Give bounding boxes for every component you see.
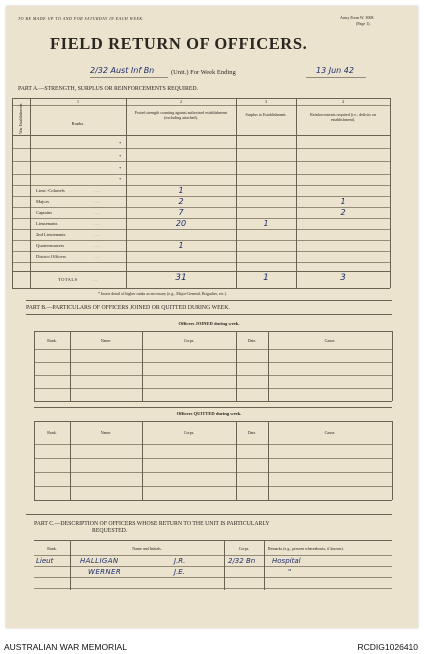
- rank-label: Lieut.-Colonels: [36, 188, 65, 193]
- footer-id: RCDIG1026410: [357, 642, 418, 652]
- joined-col-name: Name.: [100, 338, 112, 343]
- page-number: (Page 1).: [356, 21, 371, 26]
- joined-col-rank: Rank.: [47, 338, 57, 343]
- footnote: * Insert detail of higher ranks as necessary (e.g., Major-General, Brigadier, etc.).: [98, 291, 227, 296]
- part-c-remarks: Hospital: [272, 557, 301, 565]
- posted-value: 1: [178, 186, 184, 195]
- posted-value: 1: [178, 241, 184, 250]
- part-b-heading: PART B.—PARTICULARS OF OFFICERS JOINED OR QUITTED DURING WEEK.: [26, 305, 230, 311]
- rank-label: 2nd Lieutenants: [36, 232, 66, 237]
- archive-footer: [0, 636, 424, 654]
- posted-value: 20: [175, 219, 187, 228]
- asterisk-marker: *: [119, 166, 122, 171]
- ranks-header: Ranks.: [71, 121, 85, 126]
- reinforcements-value: 1: [340, 197, 346, 206]
- part-c-remarks: ": [288, 568, 292, 576]
- quitted-col-cause: Cause.: [324, 430, 336, 435]
- total-reinforcements: 3: [340, 273, 346, 283]
- part-c-col-name: Name and Initials.: [132, 546, 162, 551]
- rank-label: Majors: [36, 199, 50, 204]
- totals-label: TOTALS: [58, 277, 78, 282]
- joined-col-corps: Corps.: [183, 338, 195, 343]
- surplus-value: 1: [263, 219, 269, 228]
- part-c-col-corps: Corps.: [238, 546, 250, 551]
- part-c-heading-cont: REQUESTED.: [92, 528, 128, 534]
- reinforcements-value: 2: [340, 208, 346, 217]
- rank-label: District Officers: [36, 254, 66, 259]
- surplus-header: Surplus to Establishment.: [245, 112, 287, 117]
- part-c-corps: 2/32 Bn: [228, 557, 256, 565]
- week-ending-date: 13 Jun 42: [316, 66, 354, 75]
- quitted-col-corps: Corps.: [183, 430, 195, 435]
- form-title: FIELD RETURN OF OFFICERS.: [50, 34, 308, 53]
- part-c-initials: J.E.: [174, 568, 185, 576]
- asterisk-marker: *: [119, 154, 122, 159]
- joined-col-date: Date.: [247, 338, 257, 343]
- joined-title: Officers JOINED during week.: [178, 321, 240, 326]
- joined-col-cause: Cause.: [324, 338, 336, 343]
- col-number-3: 3: [265, 99, 267, 104]
- part-c-heading: PART C.—DESCRIPTION OF OFFICERS WHOSE RETURN TO THE UNIT IS PARTICULARLY: [34, 521, 270, 527]
- header-note: TO BE MADE UP TO AND FOR SATURDAY IN EACH WEEK.: [18, 16, 145, 21]
- part-c-name: HALLIGAN: [80, 557, 119, 565]
- total-posted: 31: [175, 273, 187, 283]
- form-number: Army Form W. 3008.: [340, 15, 375, 20]
- unit-label: (Unit.) For Week Ending: [171, 69, 236, 76]
- war-establishment-header: War Establishment.: [18, 102, 23, 134]
- part-c-name: WERNER: [88, 568, 122, 576]
- asterisk-marker: *: [119, 177, 122, 182]
- rank-label: Lieutenants: [36, 221, 58, 226]
- col-number-1: 1: [77, 99, 79, 104]
- col-number-2: 2: [180, 99, 182, 104]
- part-c-initials: J.R.: [174, 557, 186, 565]
- unit-handwritten: 2/32 Aust Inf Bn: [90, 66, 155, 75]
- rank-label: Quartermasters: [36, 243, 65, 248]
- posted-value: 2: [178, 197, 184, 206]
- asterisk-marker: *: [119, 141, 122, 146]
- part-c-col-rank: Rank.: [47, 546, 57, 551]
- part-a-heading: PART A.—STRENGTH, SURPLUS OR REINFORCEMENTS REQUIRED.: [18, 86, 199, 92]
- total-surplus: 1: [263, 273, 269, 283]
- posted-value: 7: [178, 208, 184, 217]
- quitted-col-date: Date.: [247, 430, 257, 435]
- reinforcements-header: Reinforcements required (i.e., deficits on establishment).: [310, 112, 376, 122]
- part-c-rank: Lieut: [36, 557, 54, 565]
- quitted-col-rank: Rank.: [47, 430, 57, 435]
- quitted-col-name: Name.: [100, 430, 112, 435]
- rank-label: Captains: [36, 210, 53, 215]
- form-sheet: TO BE MADE UP TO AND FOR SATURDAY IN EACH WEEK. Army Form W. 3008. (Page 1). FIELD RETURN OF OFFICERS. 2/32 Aust Inf Bn (Unit.) For Week Ending 13 Jun 42 PART A.—STRENGTH, SURPLUS OR REINFORCEMENTS REQUIRED. 1 2 3 4 War Establishment. Ranks. Posted strength counting against authorised establishment (excluding attached). Surplus to Establishment. Reinforcements required (i.e., deficits on establishment). * * * * Lieut.-Colonels ... 1 Majors ... 2 1 Captains ... 7 2 Lieutenants ... 20 1 2nd Lieutenants ... Quartermasters ... 1 District Officers ... TOTALS ... 31 1 3 * Insert detail of higher ranks as necessary (e.g., Major-General, Brigadier, etc.). PART B.—PARTICULARS OF OFFICERS JOINED OR QUITTED DURING WEEK. Officers JOINED during week. Rank. Name. Corps. Date. Cause. Officers QUITTED during week. Rank. Name. Corps. Date. Cause. PART C.—DESCRIPTION OF OFFICERS WHOSE RETURN TO THE UNIT IS PARTICULARLY REQUESTED. Rank. Name and Initials. Corps. Remarks (e.g., present whereabouts, if known). Lieut HALLIGAN J.R. 2/32 Bn Hospital WERNER J.E. ": [6, 6, 418, 628]
- quitted-title: Officers QUITTED during week.: [176, 411, 242, 416]
- footer-source: AUSTRALIAN WAR MEMORIAL: [4, 642, 127, 652]
- part-c-col-remarks: Remarks (e.g., present whereabouts, if known).: [268, 546, 344, 551]
- posted-strength-header: Posted strength counting against authorised establishment (excluding attached).: [134, 110, 228, 120]
- col-number-4: 4: [342, 99, 344, 104]
